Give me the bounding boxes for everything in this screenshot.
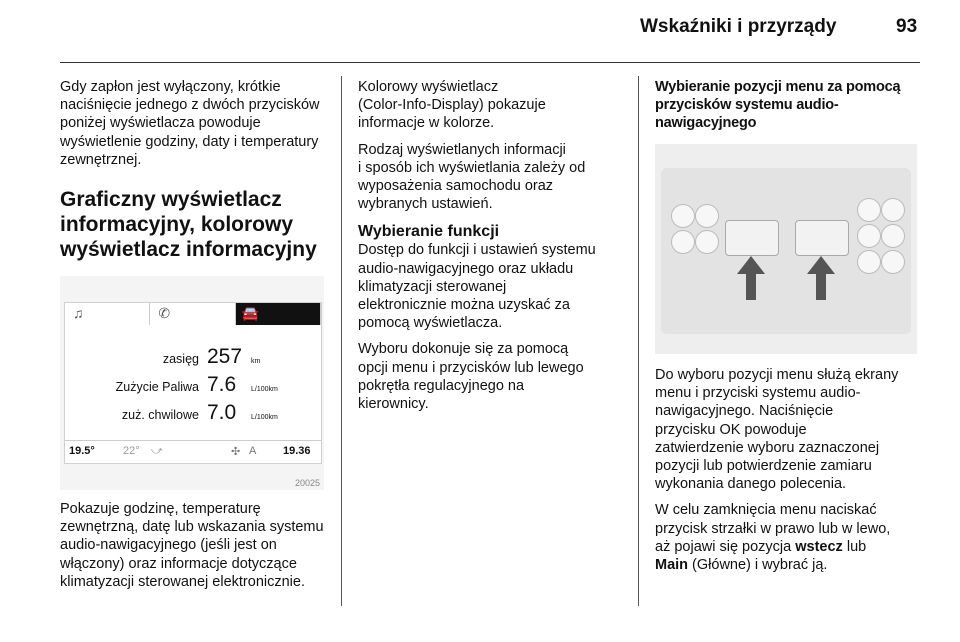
panel-button	[671, 204, 695, 228]
column-divider-1	[341, 76, 342, 606]
panel-right-button	[795, 220, 849, 256]
arrow-stem	[816, 274, 826, 300]
arrow-up-icon	[737, 256, 765, 274]
column-3	[655, 78, 930, 582]
paragraph-color-display: Kolorowy wyświetlacz (Color-Info-Display) pokazuje informacje w kolorze.	[358, 79, 546, 132]
panel-button	[671, 230, 695, 254]
clock-time: 19.36	[283, 445, 311, 458]
audio-panel-figure	[655, 144, 917, 354]
panel-button	[881, 250, 905, 274]
header-rule	[60, 62, 920, 63]
column-2	[358, 78, 628, 421]
panel-button	[695, 230, 719, 254]
tab-music	[65, 303, 150, 325]
panel-button	[857, 224, 881, 248]
section-heading-select-function: Wybieranie funkcji	[358, 223, 500, 241]
paragraph-close-menu: W celu zamknięcia menu naciskać przycisk strzałki w prawo lub w lewo, aż pojawi się pozycja wstecz lub Main (Główne) i wybrać ją.	[655, 502, 891, 574]
set-temperature: 22°	[123, 445, 140, 458]
panel-button	[881, 224, 905, 248]
auto-mode: A	[249, 445, 257, 458]
airflow-icon: ⤻	[151, 445, 163, 458]
outside-temperature: 19.5°	[69, 445, 95, 458]
music-note-icon: ♫	[73, 305, 84, 322]
display-screen	[64, 302, 322, 464]
paragraph-menu-selection: Do wyboru pozycji menu służą ekrany menu i przyciski systemu audio- nawigacyjnego. Naciśnięcie przycisku OK powoduje zatwierdzenie wyboru zaznaczonej pozycji lub potwierdzenie zamiaru wykonania danego polecenia.	[655, 367, 899, 493]
display-caption: Pokazuje godzinę, temperaturę zewnętrzną, datę lub wskazania systemu audio-nawigacyjnego (jeśli jest on włączony) oraz informacje dotyczące klimatyzacji sterowanej elektronicznie.	[60, 501, 324, 590]
column-divider-2	[638, 76, 639, 606]
info-display-figure	[60, 276, 324, 490]
display-row-range: zasięg 257 km	[162, 345, 261, 369]
panel-button	[695, 204, 719, 228]
paragraph-info-type: Rodzaj wyświetlanych informacji i sposób ich wyświetlania zależy od wyposażenia samochodu oraz wybranych ustawień.	[358, 141, 586, 213]
display-tabs	[65, 303, 321, 325]
main-option-label: Main	[655, 557, 689, 574]
panel-button	[857, 198, 881, 222]
panel-button	[857, 250, 881, 274]
display-row-instant: zuż. chwilowe 7.0 L/100km	[121, 401, 278, 425]
panel-left-button	[725, 220, 779, 256]
arrow-stem	[746, 274, 756, 300]
phone-icon: ✆	[158, 305, 171, 322]
section-heading-display: Graficzny wyświetlacz informacyjny, kolorowy wyświetlacz informacyjny	[60, 188, 317, 262]
column-1	[60, 78, 332, 599]
page-number: 93	[896, 16, 918, 37]
section-heading-menu-buttons: Wybieranie pozycji menu za pomocą przycisków systemu audio- nawigacyjnego	[655, 79, 901, 131]
tab-phone	[150, 303, 235, 325]
display-row-fuel: Zużycie Paliwa 7.6 L/100km	[115, 373, 278, 397]
back-option-label: wstecz	[795, 538, 843, 555]
car-icon: 🚘	[241, 305, 260, 322]
panel-button	[881, 198, 905, 222]
page-header-title: Wskaźniki i przyrządy	[640, 16, 837, 37]
intro-paragraph: Gdy zapłon jest wyłączony, krótkie naciśnięcie jednego z dwóch przycisków poniżej wyświetlacza powoduje wyświetlenie godziny, daty i temperatury zewnętrznej.	[60, 79, 320, 168]
display-status-bar	[65, 440, 321, 463]
figure-code: 20025	[294, 478, 320, 489]
paragraph-access: Dostęp do funkcji i ustawień systemu audio-nawigacyjnego oraz układu klimatyzacji sterowanej elektronicznie można uzyskać za pomocą wyświetlacza.	[358, 242, 596, 332]
tab-car	[236, 303, 321, 325]
audio-panel	[661, 168, 911, 334]
paragraph-selection: Wyboru dokonuje się za pomocą opcji menu i przycisków lub lewego pokrętła regulacyjnego na kierownicy.	[358, 341, 584, 413]
arrow-up-icon	[807, 256, 835, 274]
fan-icon: ✣	[231, 446, 241, 459]
